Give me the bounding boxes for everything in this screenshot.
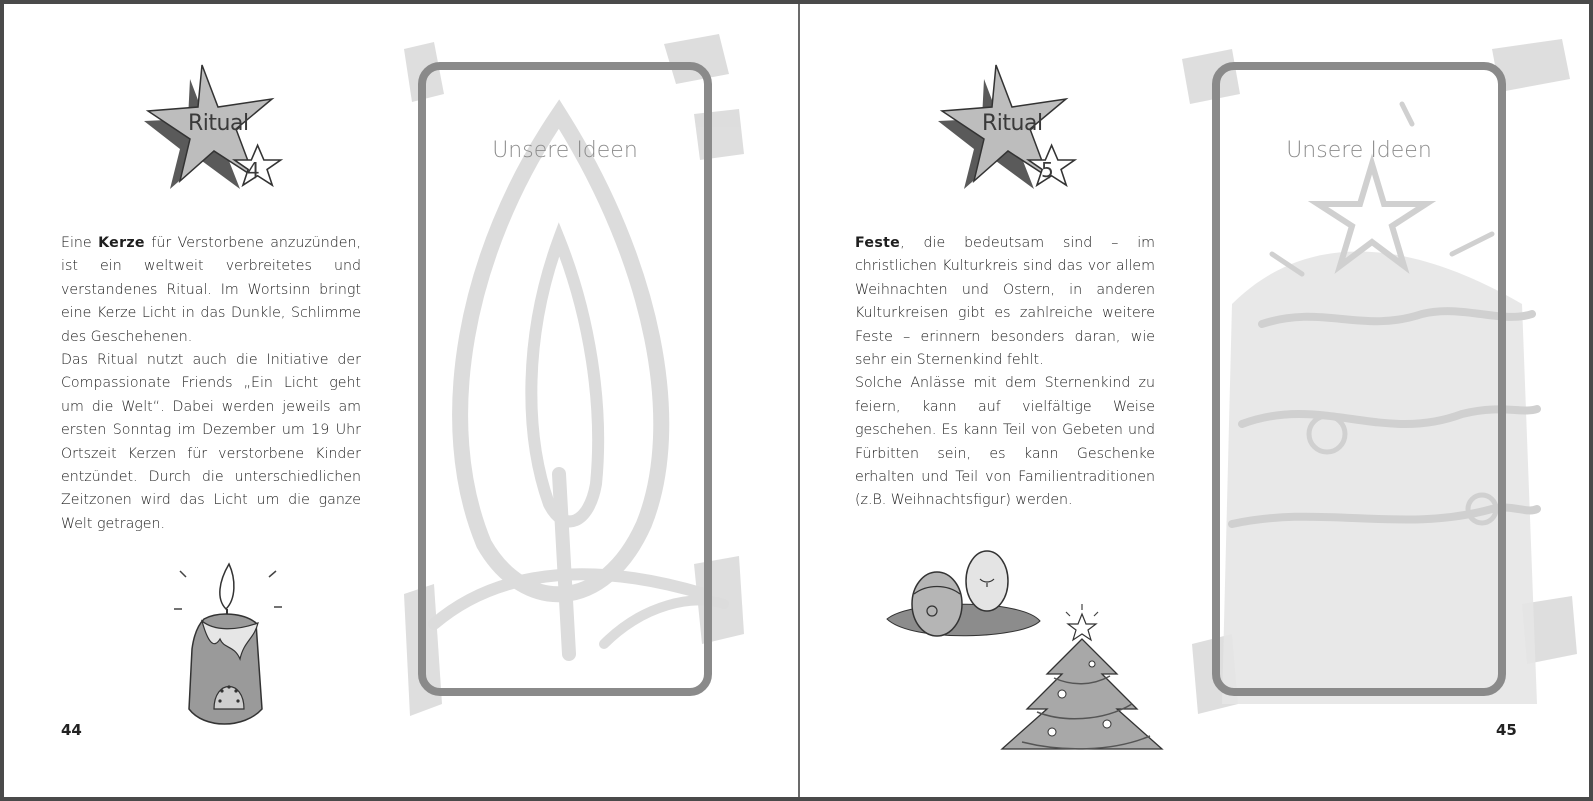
keyword-kerze: Kerze [98, 235, 145, 251]
ritual-badge [144, 59, 294, 199]
book-gutter [798, 4, 800, 797]
right-paragraph-1: Feste, die bedeutsam sind – im christlichen Kulturkreis sind das vor allem Weihnachten und Ostern, in anderen Kulturkreisen gibt es zahlreiche weitere Feste – erinnern besonders daran, wie sehr ein Sternenkind fehlt. [855, 235, 1155, 369]
ritual-number: 4 [247, 158, 260, 182]
left-page [4, 4, 794, 797]
left-body-text [61, 232, 361, 536]
left-paragraph-2: Das Ritual nutzt auch die Initiative der Compassionate Friends „Ein Licht geht um die Welt“. Dabei werden jeweils am ersten Sonntag im Dezember um 19 Uhr Ortszeit Kerzen für verstorbene Kinder entzündet. Durch die unterschiedlichen Zeitzonen wird das Licht um die ganze Welt getragen. [61, 352, 361, 532]
left-card-title: Unsere Ideen [492, 138, 638, 163]
book-spread [4, 4, 1589, 797]
candle-illustration [174, 559, 284, 739]
right-body-text [855, 232, 1155, 513]
right-page-number: 45 [1496, 721, 1517, 739]
right-card-title: Unsere Ideen [1286, 138, 1432, 163]
right-paragraph-2: Solche Anlässe mit dem Sternenkind zu feiern, kann auf vielfältige Weise geschehen. Es kann Teil von Gebeten und Fürbitten sein, es kann Geschenke erhalten und Teil von Familientraditionen (z.B. Weihnachtsfigur) werden. [855, 375, 1155, 509]
christmas-tree-illustration [992, 604, 1172, 764]
keyword-feste: Feste [855, 235, 901, 251]
ritual-label: Ritual [982, 111, 1043, 136]
ritual-number: 5 [1041, 158, 1054, 182]
left-page-number: 44 [61, 721, 82, 739]
ritual-badge-5 [938, 59, 1088, 199]
ritual-label: Ritual [188, 111, 249, 136]
left-paragraph-1: Eine Kerze für Verstorbene anzuzünden, ist ein weltweit verbreitetes und verstandenes Ritual. Im Wortsinn bringt eine Kerze Licht in das Dunkle, Schlimme des Geschehenen. [61, 235, 361, 345]
right-page [802, 4, 1589, 797]
